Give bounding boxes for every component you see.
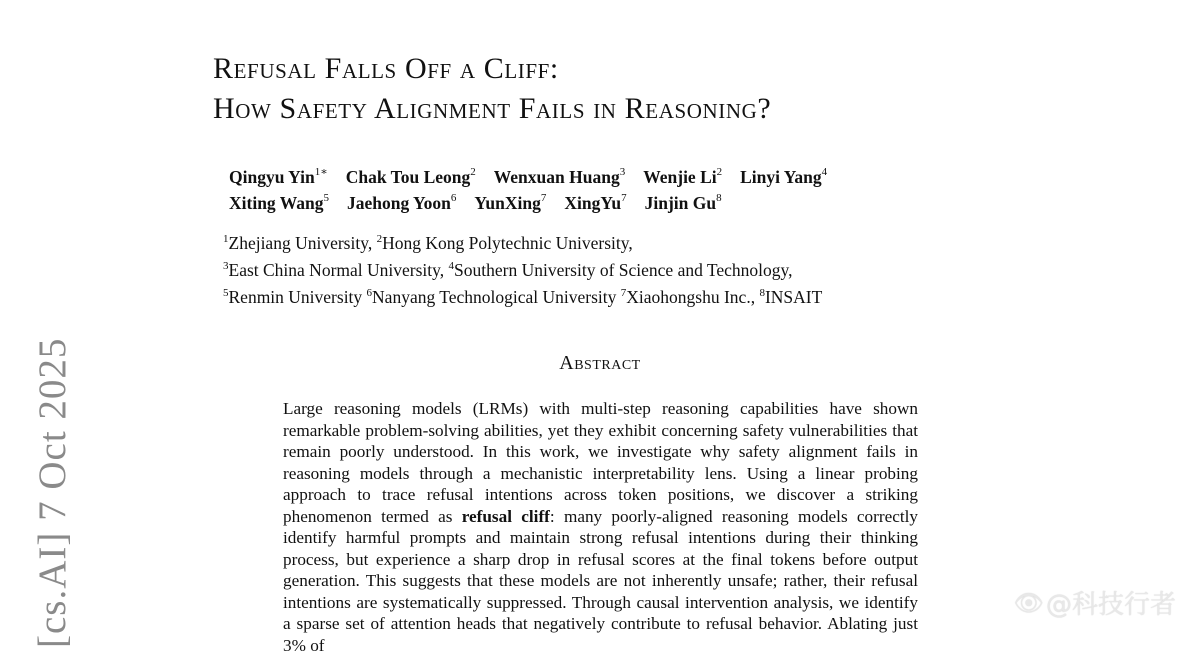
- affiliation-mark: 8: [759, 286, 765, 299]
- author: [229, 188, 329, 214]
- affiliation-name: Nanyang Technological University: [372, 286, 621, 307]
- author-name: Linyi Yang: [740, 166, 822, 187]
- affiliation-mark: 7: [620, 286, 627, 299]
- paper-title: [213, 49, 771, 129]
- author-affiliation-mark: 7: [540, 191, 547, 204]
- author-affiliation-mark: 2: [470, 166, 476, 178]
- affiliation-name: Zhejiang University,: [228, 232, 377, 253]
- author-name: Qingyu Yin: [229, 166, 315, 187]
- affiliation-name: East China Normal University,: [228, 259, 449, 280]
- author-affiliation-mark: 7: [621, 191, 627, 204]
- author-affiliation-mark: 4: [821, 166, 828, 178]
- author-affiliation-mark: 8: [716, 191, 722, 204]
- author: [564, 188, 626, 214]
- author: [229, 162, 328, 188]
- affiliation-name: Renmin University: [228, 286, 367, 307]
- title-line-2: How Safety Alignment Fails in Reasoning?: [213, 92, 772, 125]
- author-name: Wenjie Li: [643, 166, 717, 187]
- affiliation-mark: 2: [376, 233, 383, 245]
- arxiv-stamp: [cs.AI] 7 Oct 2025: [31, 337, 74, 648]
- author-affiliation-mark: 3: [619, 166, 626, 178]
- title-line-1: Refusal Falls Off a Cliff:: [213, 52, 559, 85]
- abstract-bold-term: refusal cliff: [461, 506, 550, 526]
- author-name: Chak Tou Leong: [345, 166, 471, 187]
- author-line-2: [229, 188, 949, 214]
- author-affiliation-mark: 2: [716, 166, 723, 178]
- author-affiliation-mark: 5: [323, 191, 329, 204]
- author-affiliation-mark: 1∗: [314, 166, 328, 178]
- author-name: Jinjin Gu: [644, 192, 717, 213]
- author-name: YunXing: [474, 192, 541, 213]
- author: [645, 188, 722, 214]
- watermark: [1014, 584, 1176, 621]
- author: [347, 188, 456, 214]
- affiliation-line: [223, 255, 822, 282]
- author: [346, 162, 476, 188]
- author-name: Xiting Wang: [229, 192, 324, 213]
- affiliation-name: Hong Kong Polytechnic University,: [382, 232, 633, 253]
- author-name: Wenxuan Huang: [493, 166, 620, 187]
- affiliation-mark: 6: [366, 286, 373, 299]
- watermark-text: @科技行者: [1045, 590, 1176, 620]
- abstract-body: [283, 398, 918, 656]
- author-line-1: [229, 162, 949, 188]
- author-list: [229, 162, 949, 214]
- author-affiliation-mark: 6: [450, 191, 457, 204]
- author: [494, 162, 625, 188]
- abstract-heading: Abstract: [559, 352, 641, 374]
- affiliation-line: [223, 282, 822, 309]
- affiliation-list: [223, 228, 822, 308]
- affiliation-name: INSAIT: [764, 286, 823, 307]
- author: [474, 188, 546, 214]
- affiliation-name: Xiaohongshu Inc.,: [626, 286, 760, 307]
- affiliation-mark: 5: [223, 286, 229, 299]
- author-name: XingYu: [564, 192, 622, 213]
- affiliation-name: Southern University of Science and Technology,: [454, 259, 793, 280]
- affiliation-mark: 4: [448, 259, 455, 272]
- affiliation-mark: 3: [223, 259, 229, 272]
- author: [740, 162, 827, 188]
- weibo-logo-icon: 👁: [1013, 588, 1044, 617]
- author: [643, 162, 722, 188]
- author-name: Jaehong Yoon: [347, 192, 451, 213]
- abstract-text-after: : many poorly-aligned reasoning models correctly identify harmful prompts and maintain strong refusal intentions during their thinking process, but experience a sharp drop in refusal scores at the final tokens before output generation. This suggests that these models are not inherently unsafe; rather, their refusal intentions are systematically suppressed. Through causal intervention analysis, we identify a sparse set of attention heads that negatively contribute to refusal behavior. Ablating just 3% of: [283, 506, 919, 655]
- abstract-text-before: Large reasoning models (LRMs) with multi-step reasoning capabilities have shown remarkable problem-solving abilities, yet they exhibit concerning safety vulnerabilities that remain poorly understood. In this work, we investigate why safety alignment fails in reasoning models through a mechanistic interpretability lens. Using a linear probing approach to trace refusal intentions across token positions, we discover a striking phenomenon termed as: [283, 399, 918, 526]
- affiliation-line: [223, 228, 822, 255]
- affiliation-mark: 1: [223, 233, 229, 245]
